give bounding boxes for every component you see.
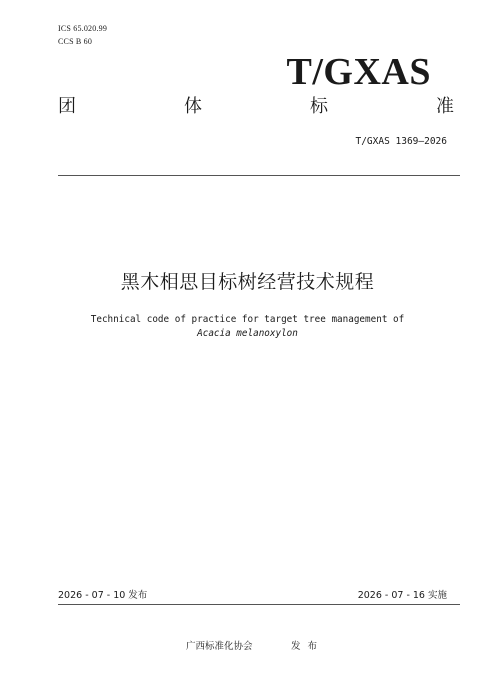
- ics-code: ICS 65.020.99: [58, 24, 108, 33]
- heading-char: 标: [310, 96, 328, 117]
- standard-number: T/GXAS 1369—2026: [355, 136, 447, 147]
- title-chinese: 黑木相思目标树经营技术规程: [120, 271, 375, 293]
- heading-char: 团: [58, 96, 76, 117]
- publish-label: 发布: [291, 641, 325, 652]
- standard-type-heading: [58, 96, 454, 118]
- heading-char: 准: [436, 96, 454, 117]
- ccs-code: CCS B 60: [58, 37, 93, 46]
- publisher-name: 广西标准化协会: [186, 641, 253, 652]
- title-english-species: Acacia melanoxylon: [197, 328, 298, 339]
- title-english: Technical code of practice for target tree management of: [90, 314, 405, 325]
- issue-date: 2026 - 07 - 10 发布: [58, 590, 148, 601]
- heading-char: 体: [184, 96, 202, 117]
- implementation-date: 2026 - 07 - 16 实施: [357, 590, 447, 601]
- standard-logo: T/GXAS: [286, 51, 431, 93]
- top-divider: [58, 175, 460, 176]
- bottom-divider: [58, 604, 460, 605]
